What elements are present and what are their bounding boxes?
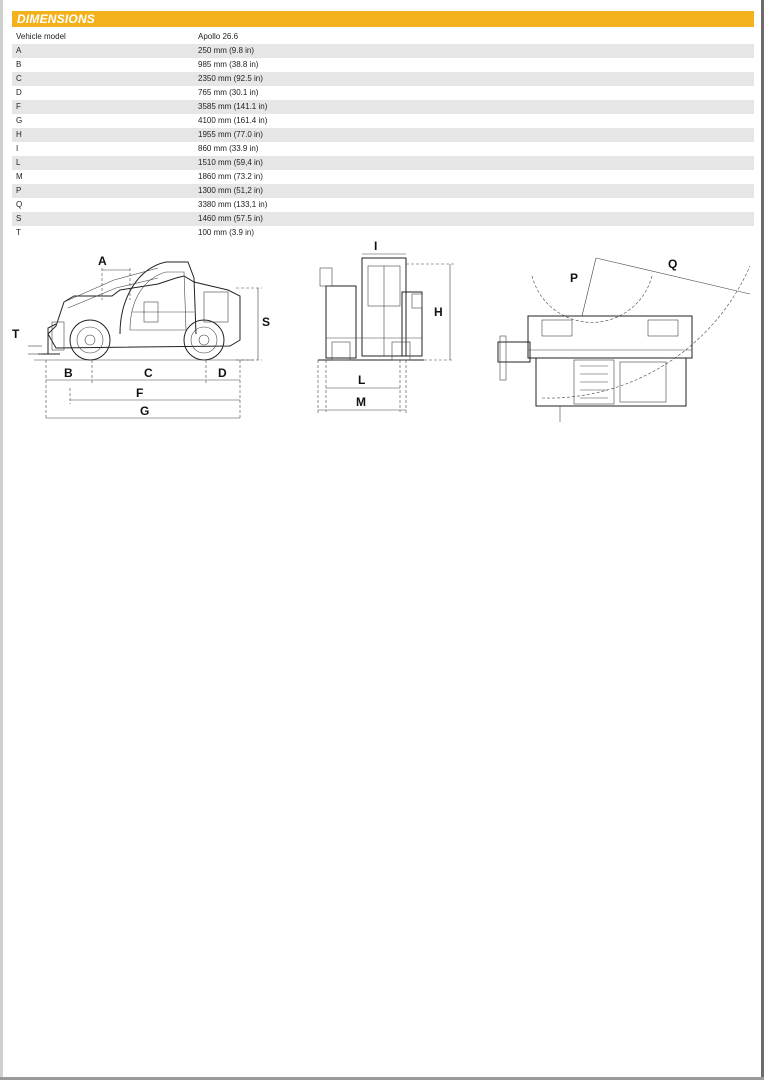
row-value-cell: 860 mm (33.9 in) xyxy=(198,144,259,153)
row-label-cell: H xyxy=(12,128,194,142)
table-row xyxy=(12,212,754,226)
row-label-cell: D xyxy=(16,88,22,97)
table-row xyxy=(12,128,754,142)
telehandler-top-illustration xyxy=(498,316,692,422)
row-value-cell: 250 mm (9.8 in) xyxy=(194,44,754,58)
dim-label-b: B xyxy=(64,366,73,380)
table-row xyxy=(12,142,754,156)
row-value-cell: 1300 mm (51,2 in) xyxy=(194,184,754,198)
table-row xyxy=(12,72,754,86)
table-row xyxy=(12,114,754,128)
row-value-cell: 985 mm (38.8 in) xyxy=(198,60,259,69)
dim-label-a: A xyxy=(98,254,107,268)
row-label-cell: M xyxy=(16,172,23,181)
table-row xyxy=(12,156,754,170)
table-row xyxy=(12,44,754,58)
table-row xyxy=(12,198,754,212)
dim-label-q: Q xyxy=(668,257,678,271)
table-row xyxy=(12,58,754,72)
dim-label-s: S xyxy=(262,315,271,329)
side-view-diagram xyxy=(12,254,270,418)
row-value-cell: 1510 mm (59,4 in) xyxy=(194,156,754,170)
row-label-cell: F xyxy=(12,100,194,114)
dim-label-g: G xyxy=(140,404,150,418)
row-label-cell: A xyxy=(12,44,194,58)
row-value-cell: 2350 mm (92.5 in) xyxy=(194,72,754,86)
table-row xyxy=(12,184,754,198)
row-label-cell: I xyxy=(16,144,19,153)
row-label-cell: S xyxy=(12,212,194,226)
section-title: DIMENSIONS xyxy=(17,12,96,26)
dim-label-c: C xyxy=(144,366,153,380)
row-label-cell: C xyxy=(12,72,194,86)
row-value-cell: 1860 mm (73.2 in) xyxy=(198,172,263,181)
row-value-cell: 3585 mm (141.1 in) xyxy=(194,100,754,114)
row-label-cell: T xyxy=(16,228,21,237)
dim-label-h: H xyxy=(434,305,443,319)
dimensions-table xyxy=(12,30,754,240)
row-value-cell: 3380 mm (133,1 in) xyxy=(198,200,268,209)
section-header-bar xyxy=(12,11,754,27)
row-value-cell: 1460 mm (57.5 in) xyxy=(194,212,754,226)
top-view-diagram xyxy=(498,257,750,422)
page-edge-left xyxy=(0,0,3,1080)
telehandler-front-illustration xyxy=(318,258,424,360)
row-label-cell: B xyxy=(16,60,22,69)
turning-radius-arcs xyxy=(532,266,750,398)
dim-label-m: M xyxy=(356,395,366,409)
dim-label-f: F xyxy=(136,386,144,400)
header-value-cell: Apollo 26.6 xyxy=(198,32,239,41)
dimension-diagrams xyxy=(8,238,758,428)
front-view-diagram xyxy=(318,239,454,414)
dim-label-l: L xyxy=(358,373,366,387)
dim-label-t: T xyxy=(12,327,20,341)
table-header-row xyxy=(12,30,754,44)
dim-label-i: I xyxy=(374,239,378,253)
row-value-cell: 1955 mm (77.0 in) xyxy=(194,128,754,142)
header-label-cell: Vehicle model xyxy=(16,32,66,41)
dim-p-line xyxy=(582,258,596,316)
row-label-cell: P xyxy=(12,184,194,198)
row-value-cell: 765 mm (30.1 in) xyxy=(198,88,259,97)
dim-label-p: P xyxy=(570,271,579,285)
row-label-cell: L xyxy=(12,156,194,170)
row-label-cell: G xyxy=(16,116,23,125)
row-value-cell: 100 mm (3.9 in) xyxy=(198,228,255,237)
table-row xyxy=(12,100,754,114)
dim-label-d: D xyxy=(218,366,227,380)
table-row xyxy=(12,170,754,184)
table-row xyxy=(12,86,754,100)
row-value-cell: 4100 mm (161.4 in) xyxy=(198,116,268,125)
telehandler-side-illustration xyxy=(34,262,254,360)
row-label-cell: Q xyxy=(16,200,23,209)
